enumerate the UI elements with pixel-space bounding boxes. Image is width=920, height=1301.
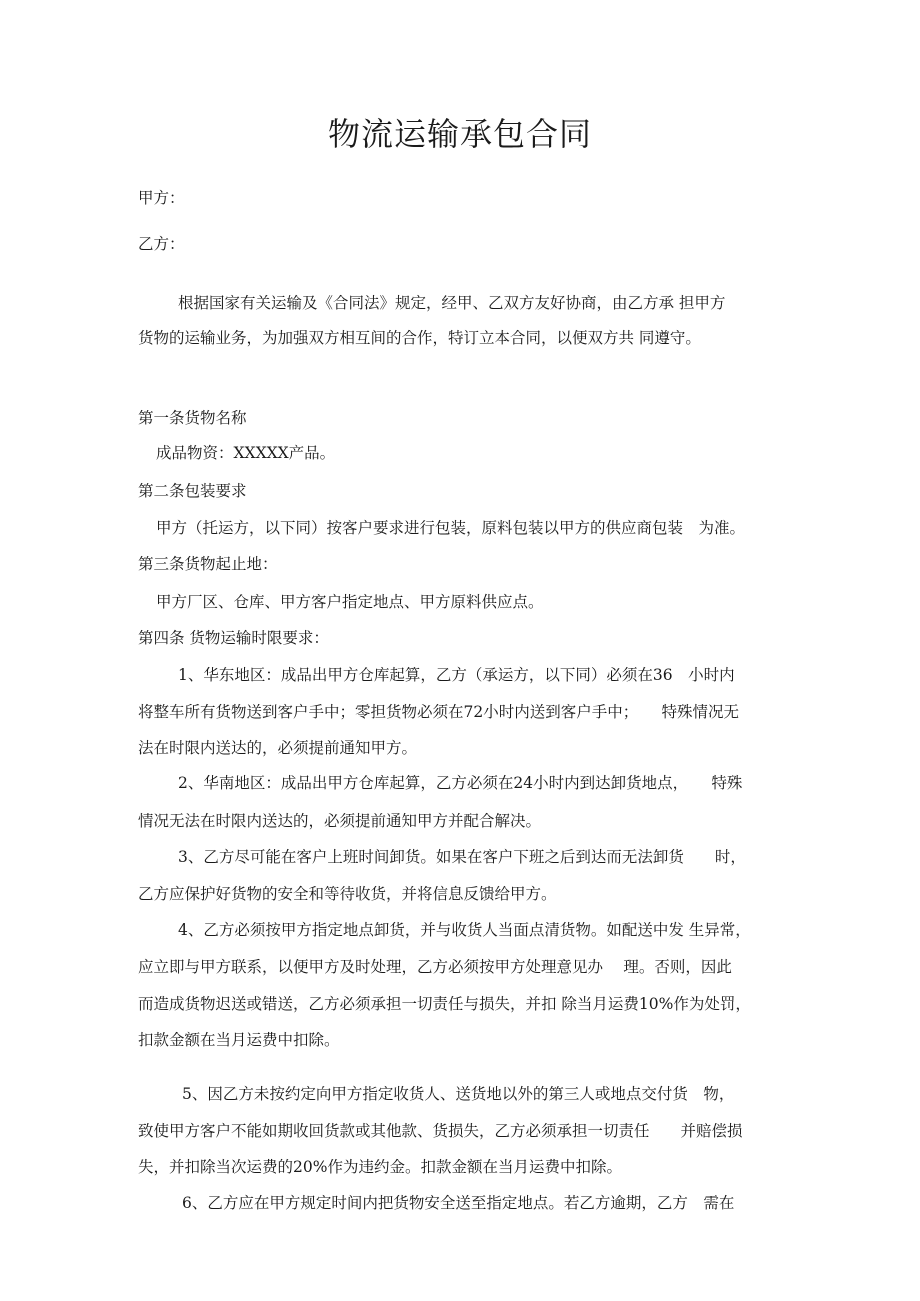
article-1-heading: 第一条货物名称: [138, 409, 247, 427]
article-4-item-1-line-3: 法在时限内送达的，必须提前通知甲方。: [138, 739, 418, 757]
article-4-item-4-line-1: 4、乙方必须按甲方指定地点卸货，并与收货人当面点清货物。如配送中发 生异常，: [178, 921, 751, 939]
article-4-item-1-line-2: 将整车所有货物送到客户手中；零担货物必须在72小时内送到客户手中； 特殊情况无: [138, 703, 739, 721]
article-4-item-1-line-1: 1、华东地区：成品出甲方仓库起算，乙方（承运方，以下同）必须在36 小时内: [178, 666, 735, 684]
article-4-item-4-line-3: 而造成货物迟送或错送，乙方必须承担一切责任与损失，并扣 除当月运费10%作为处罚，: [138, 995, 751, 1013]
article-2-heading: 第二条包装要求: [138, 482, 247, 500]
article-4-item-6-line-1: 6、乙方应在甲方规定时间内把货物安全送至指定地点。若乙方逾期，乙方 需在: [182, 1194, 735, 1212]
document-title: 物流运输承包合同: [327, 115, 592, 153]
article-4-item-5-line-1: 5、因乙方未按约定向甲方指定收货人、送货地以外的第三人或地点交付货 物，: [182, 1085, 735, 1103]
party-a-label: 甲方：: [138, 189, 185, 207]
article-4-item-4-line-2: 应立即与甲方联系，以便甲方及时处理，乙方必须按甲方处理意见办 理。否则，因此: [138, 958, 732, 976]
article-4-item-4-line-4: 扣款金额在当月运费中扣除。: [138, 1031, 340, 1049]
article-4-item-3-line-2: 乙方应保护好货物的安全和等待收货，并将信息反馈给甲方。: [138, 885, 557, 903]
article-1-body: 成品物资：XXXXX产品。: [156, 444, 336, 462]
article-4-item-2-line-2: 情况无法在时限内送达的，必须提前通知甲方并配合解决。: [138, 812, 542, 830]
article-4-item-5-line-3: 失，并扣除当次运费的20%作为违约金。扣款金额在当月运费中扣除。: [138, 1158, 622, 1176]
article-3-heading: 第三条货物起止地：: [138, 555, 278, 573]
article-4-item-5-line-2: 致使甲方客户不能如期收回货款或其他款、货损失，乙方必须承担一切责任 并赔偿损: [138, 1122, 743, 1140]
party-b-label: 乙方：: [138, 235, 185, 253]
article-4-heading: 第四条 货物运输时限要求：: [138, 629, 329, 647]
intro-line-1: 根据国家有关运输及《合同法》规定，经甲、乙双方友好协商，由乙方承 担甲方: [178, 294, 726, 312]
article-3-body: 甲方厂区、仓库、甲方客户指定地点、甲方原料供应点。: [156, 593, 544, 611]
article-4-item-2-line-1: 2、华南地区：成品出甲方仓库起算，乙方必须在24小时内到达卸货地点， 特殊: [178, 774, 743, 792]
intro-line-2: 货物的运输业务，为加强双方相互间的合作，特订立本合同，以便双方共 同遵守。: [138, 329, 701, 347]
article-4-item-3-line-1: 3、乙方尽可能在客户上班时间卸货。如果在客户下班之后到达而无法卸货 时，: [178, 848, 746, 866]
article-2-body: 甲方（托运方，以下同）按客户要求进行包装，原料包装以甲方的供应商包装 为准。: [156, 519, 746, 537]
